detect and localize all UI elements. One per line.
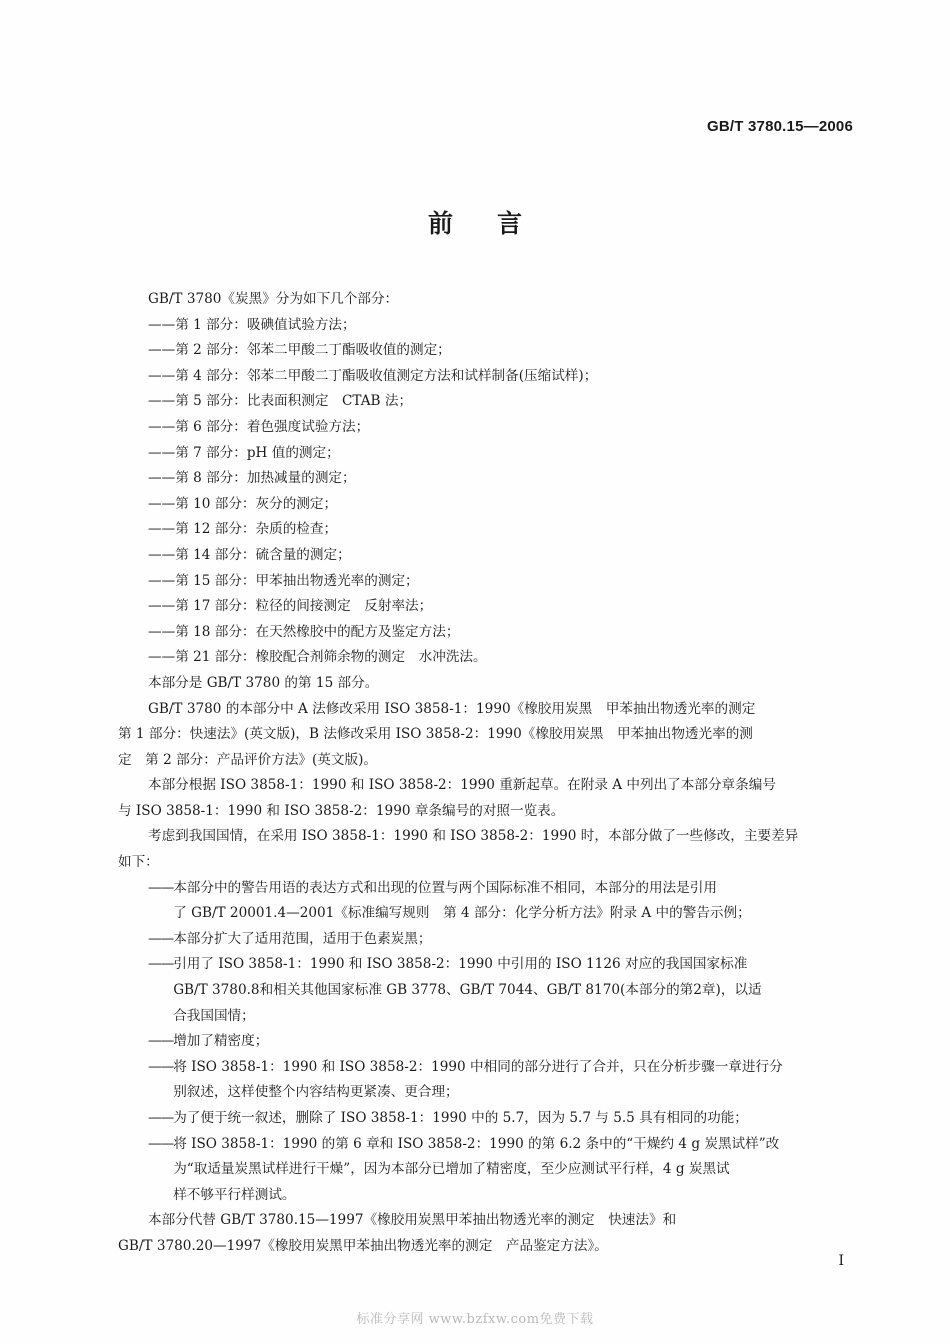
list-item-line: 了 GB/T 20001.4—2001《标准编写规则 第 4 部分：化学分析方法》附录 A 中的警告示例； — [173, 905, 751, 922]
list-item-line: 将 ISO 3858-1：1990 的第 6 章和 ISO 3858-2：1990 的第 6.2 条中的“干燥约 4 g 炭黑试样”改 — [173, 1135, 780, 1152]
list-item — [118, 1029, 858, 1055]
list-item: ——第 10 部分：灰分的测定； — [148, 495, 338, 512]
paragraph-line: 考虑到我国国情，在采用 ISO 3858-1：1990 和 ISO 3858-2：1990 时，本部分做了一些修改，主要差异 — [148, 828, 799, 845]
paragraph-line: GB/T 3780 的本部分中 A 法修改采用 ISO 3858-1：1990《橡胶用炭黑 甲苯抽出物透光率的测定 — [148, 700, 756, 717]
adoption-paragraph — [118, 697, 858, 774]
list-item-line: 本部分中的警告用语的表达方式和出现的位置与两个国际标准不相同，本部分的用法是引用 — [173, 879, 717, 896]
page-title: 前言 — [427, 209, 566, 238]
list-item: ——第 8 部分：加热减量的测定； — [148, 470, 356, 487]
paragraph-line: 本部分根据 ISO 3858-1：1990 和 ISO 3858-2：1990 重新起草。在附录 A 中列出了本部分章条编号 — [148, 777, 776, 794]
parts-list — [118, 313, 858, 671]
list-item-line: 别叙述，这样使整个内容结构更紧凑、更合理； — [173, 1084, 459, 1101]
list-item: ——第 15 部分：甲苯抽出物透光率的测定； — [148, 572, 419, 589]
watermark: 标准分享网 www.bzfxw.com免费下载 — [356, 1312, 594, 1327]
list-item: ——第 12 部分：杂质的检查； — [148, 521, 338, 538]
dash-marker: —— — [148, 930, 174, 947]
paragraph-line: 本部分代替 GB/T 3780.15—1997《橡胶用炭黑甲苯抽出物透光率的测定 快速法》和 — [148, 1212, 677, 1229]
paragraph-line: 第 1 部分：快速法》(英文版)，B 法修改采用 ISO 3858-2：1990《橡胶用炭黑 甲苯抽出物透光率的测 — [118, 726, 753, 743]
dash-marker: —— — [148, 879, 174, 896]
paragraph-line: 如下： — [118, 854, 159, 871]
list-item-line: 为了便于统一叙述，删除了 ISO 3858-1：1990 中的 5.7，因为 5.7 与 5.5 具有相同的功能； — [173, 1110, 748, 1126]
list-item-line: 本部分扩大了适用范围，适用于色素炭黑； — [173, 930, 432, 947]
list-item-line: 将 ISO 3858-1：1990 和 ISO 3858-2：1990 中相同的部分进行了合并，只在分析步骤一章进行分 — [173, 1058, 783, 1075]
list-item-line: GB/T 3780.8和相关其他国家标准 GB 3778、GB/T 7044、GB/T 8170(本部分的第2章)，以适 — [173, 982, 762, 999]
list-item: ——第 1 部分：吸碘值试验方法； — [148, 316, 356, 333]
this-part-paragraph: 本部分是 GB/T 3780 的第 15 部分。 — [148, 674, 379, 691]
list-item — [118, 1055, 858, 1106]
list-item: ——第 21 部分：橡胶配合剂筛余物的测定 水冲洗法。 — [148, 649, 487, 666]
changes-list — [118, 876, 858, 1209]
list-item: ——第 14 部分：硫含量的测定； — [148, 546, 351, 563]
paragraph-line: 定 第 2 部分：产品评价方法》(英文版)。 — [118, 751, 377, 768]
list-item — [118, 927, 858, 953]
dash-marker: —— — [148, 956, 174, 973]
list-item: ——第 17 部分：粒径的间接测定 反射率法； — [148, 598, 433, 615]
list-item-line: 为“取适量炭黑试样进行干燥”，因为本部分已增加了精密度，至少应测试平行样，4 g 炭黑试 — [173, 1161, 730, 1178]
replaces-paragraph — [118, 1208, 858, 1259]
dash-marker: —— — [148, 1110, 174, 1126]
list-item: ——第 5 部分：比表面积测定 CTAB 法； — [148, 393, 413, 410]
list-item: ——第 18 部分：在天然橡胶中的配方及鉴定方法； — [148, 623, 460, 640]
list-item-line: 引用了 ISO 3858-1：1990 和 ISO 3858-2：1990 中引用的 ISO 1126 对应的我国国家标准 — [173, 956, 748, 973]
list-item-line: 合我国国情； — [173, 1007, 255, 1024]
list-item: ——第 4 部分：邻苯二甲酸二丁酯吸收值测定方法和试样制备(压缩试样)； — [148, 367, 598, 384]
changes-paragraph — [118, 824, 858, 875]
dash-marker: —— — [148, 1135, 174, 1152]
list-item — [118, 876, 858, 927]
page-number: I — [838, 1253, 844, 1269]
list-item: ——第 7 部分：pH 值的测定； — [148, 444, 340, 461]
list-item-line: 增加了精密度； — [173, 1033, 269, 1050]
list-item — [118, 1132, 858, 1209]
drafted-paragraph — [118, 773, 858, 824]
standard-number: GB/T 3780.15—2006 — [707, 118, 853, 135]
list-item: ——第 2 部分：邻苯二甲酸二丁酯吸收值的测定； — [148, 342, 451, 359]
list-item — [118, 1106, 858, 1132]
paragraph-line: 与 ISO 3858-1：1990 和 ISO 3858-2：1990 章条编号的对照一览表。 — [118, 802, 565, 819]
dash-marker: —— — [148, 1033, 174, 1050]
body-text — [118, 287, 858, 1260]
intro-paragraph: GB/T 3780《炭黑》分为如下几个部分： — [148, 291, 399, 307]
paragraph-line: GB/T 3780.20—1997《橡胶用炭黑甲苯抽出物透光率的测定 产品鉴定方法》。 — [118, 1237, 608, 1254]
list-item — [118, 952, 858, 1029]
list-item-line: 样不够平行样测试。 — [173, 1186, 296, 1203]
dash-marker: —— — [148, 1058, 174, 1075]
list-item: ——第 6 部分：着色强度试验方法； — [148, 418, 370, 435]
